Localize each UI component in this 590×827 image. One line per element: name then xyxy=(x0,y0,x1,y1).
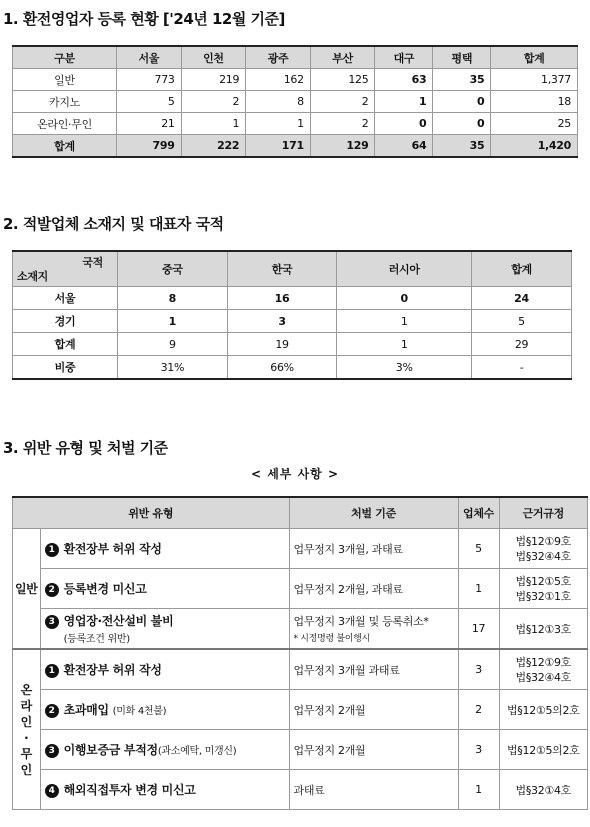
cell: 25 xyxy=(491,113,578,135)
number-badge: 3 xyxy=(45,744,59,758)
penalty: 업무정지 3개월 과태료 xyxy=(289,649,458,690)
table-row xyxy=(13,730,588,770)
column-header: 업체수 xyxy=(458,497,499,529)
cell: 222 xyxy=(181,135,246,158)
law-ref: 법§32①1호 xyxy=(515,589,572,603)
table-header-row xyxy=(13,46,578,69)
table-row xyxy=(13,770,588,810)
cell: 2 xyxy=(310,91,375,113)
corner-bottom-label: 소재지 xyxy=(17,270,48,283)
column-header: 구분 xyxy=(13,46,117,69)
column-header: 처벌 기준 xyxy=(289,497,458,529)
company-count: 17 xyxy=(458,609,499,650)
cell: 64 xyxy=(375,135,433,158)
cell: 5 xyxy=(117,91,182,113)
table-header-row xyxy=(13,497,588,529)
column-header: 부산 xyxy=(310,46,375,69)
section3-subtitle: < 세부 사항 > xyxy=(250,467,339,481)
registration-status-table xyxy=(12,45,578,158)
cell: 0 xyxy=(337,287,472,310)
violation-type-label: 이행보증금 부적정 xyxy=(63,743,158,757)
cell: 35 xyxy=(433,135,491,158)
violation-type-label: 환전장부 허위 작성 xyxy=(63,663,162,677)
company-count: 1 xyxy=(458,770,499,810)
row-label: 카지노 xyxy=(13,91,117,113)
corner-top-label: 국적 xyxy=(82,256,103,269)
cell: 8 xyxy=(118,287,228,310)
penalty-cell xyxy=(289,609,458,650)
law-ref: 법§12①9호 xyxy=(515,534,572,548)
cell: 5 xyxy=(472,310,572,333)
column-header: 근거규정 xyxy=(499,497,587,529)
column-header: 합계 xyxy=(491,46,578,69)
section2-title: 2. 적발업체 소재지 및 대표자 국적 xyxy=(3,215,224,233)
cell: 0 xyxy=(375,113,433,135)
violation-type xyxy=(40,569,289,609)
table-row xyxy=(13,649,588,690)
cell: 9 xyxy=(118,333,228,356)
violation-type xyxy=(40,609,289,650)
row-label: 온라인·무인 xyxy=(13,113,117,135)
group-label xyxy=(13,649,41,810)
table-row xyxy=(13,609,588,650)
legal-basis xyxy=(499,529,587,569)
column-header: 한국 xyxy=(227,251,337,287)
cell: 2 xyxy=(181,91,246,113)
penalty: 업무정지 2개월 xyxy=(289,730,458,770)
violation-type-detail: (미화 4천불) xyxy=(112,706,167,717)
total-row xyxy=(13,135,578,158)
penalty: 업무정지 2개월, 과태료 xyxy=(289,569,458,609)
group-label-text: 온라인·무인 xyxy=(20,682,32,777)
number-badge: 3 xyxy=(45,615,59,629)
cell: 16 xyxy=(227,287,337,310)
table-row xyxy=(13,287,572,310)
number-badge: 1 xyxy=(45,543,59,557)
legal-basis xyxy=(499,569,587,609)
table-row xyxy=(13,356,572,380)
violation-type xyxy=(40,529,289,569)
violation-type-label: 등록변경 미신고 xyxy=(63,582,147,596)
law-ref: 법§12①5의2호 xyxy=(506,743,580,757)
legal-basis xyxy=(499,730,587,770)
row-label: 비중 xyxy=(13,356,118,380)
cell: 8 xyxy=(246,91,311,113)
penalty: 업무정지 3개월 및 등록취소* xyxy=(293,615,429,628)
row-label: 서울 xyxy=(13,287,118,310)
cell: 171 xyxy=(246,135,311,158)
column-header: 위반 유형 xyxy=(13,497,290,529)
law-ref: 법§12①5호 xyxy=(515,574,572,588)
table-header-row xyxy=(13,251,572,287)
cell: 162 xyxy=(246,69,311,91)
cell: 219 xyxy=(181,69,246,91)
legal-basis xyxy=(499,770,587,810)
law-ref: 법§32①4호 xyxy=(515,783,572,797)
violation-note: (등록조건 위반) xyxy=(63,634,130,645)
table-row xyxy=(13,529,588,569)
column-header: 합계 xyxy=(472,251,572,287)
violation-type xyxy=(40,649,289,690)
violation-type-label: 영업장·전산설비 불비 xyxy=(63,614,174,628)
cell: 799 xyxy=(117,135,182,158)
row-label: 일반 xyxy=(13,69,117,91)
penalty-note: * 시정명령 불이행시 xyxy=(293,634,370,644)
number-badge: 2 xyxy=(45,704,59,718)
penalty: 업무정지 3개월, 과태료 xyxy=(289,529,458,569)
law-ref: 법§12①3호 xyxy=(515,622,572,636)
penalty: 업무정지 2개월 xyxy=(289,690,458,730)
violation-type-label: 해외직접투자 변경 미신고 xyxy=(63,783,196,797)
cell: 63 xyxy=(375,69,433,91)
table-row xyxy=(13,113,578,135)
cell: 2 xyxy=(310,113,375,135)
group-label: 일반 xyxy=(13,529,41,650)
row-label: 합계 xyxy=(13,135,117,158)
law-ref: 법§32④4호 xyxy=(515,549,572,563)
column-header: 러시아 xyxy=(337,251,472,287)
cell: 773 xyxy=(117,69,182,91)
column-header: 대구 xyxy=(375,46,433,69)
violation-type-label: 초과매입 xyxy=(63,703,109,717)
company-count: 1 xyxy=(458,569,499,609)
cell: 125 xyxy=(310,69,375,91)
column-header: 평택 xyxy=(433,46,491,69)
cell: 1,420 xyxy=(491,135,578,158)
company-count: 2 xyxy=(458,690,499,730)
cell: 31% xyxy=(118,356,228,380)
table-row xyxy=(13,69,578,91)
column-header: 인천 xyxy=(181,46,246,69)
nationality-table xyxy=(12,250,572,380)
column-header: 중국 xyxy=(118,251,228,287)
cell: 24 xyxy=(472,287,572,310)
cell: 3 xyxy=(227,310,337,333)
column-header: 광주 xyxy=(246,46,311,69)
row-label: 합계 xyxy=(13,333,118,356)
cell: 129 xyxy=(310,135,375,158)
company-count: 3 xyxy=(458,649,499,690)
number-badge: 1 xyxy=(45,664,59,678)
cell: 66% xyxy=(227,356,337,380)
table-row xyxy=(13,690,588,730)
cell: 1 xyxy=(337,333,472,356)
violation-type-label: 환전장부 허위 작성 xyxy=(63,542,162,556)
row-label: 경기 xyxy=(13,310,118,333)
cell: 35 xyxy=(433,69,491,91)
column-header: 서울 xyxy=(117,46,182,69)
cell: 18 xyxy=(491,91,578,113)
cell: 0 xyxy=(433,113,491,135)
law-ref: 법§12①9호 xyxy=(515,655,572,669)
cell: 1,377 xyxy=(491,69,578,91)
cell: 21 xyxy=(117,113,182,135)
cell: 19 xyxy=(227,333,337,356)
cell: 1 xyxy=(246,113,311,135)
penalty: 과태료 xyxy=(289,770,458,810)
cell: 29 xyxy=(472,333,572,356)
law-ref: 법§32④4호 xyxy=(515,670,572,684)
number-badge: 4 xyxy=(45,784,59,798)
cell: 1 xyxy=(181,113,246,135)
table-row xyxy=(13,310,572,333)
cell: 1 xyxy=(337,310,472,333)
table-row xyxy=(13,333,572,356)
table-row xyxy=(13,91,578,113)
cell: - xyxy=(472,356,572,380)
violation-type xyxy=(40,770,289,810)
legal-basis xyxy=(499,609,587,650)
section3-title: 3. 위반 유형 및 처벌 기준 xyxy=(3,439,168,457)
table-row xyxy=(13,569,588,609)
diagonal-corner-header xyxy=(13,251,118,287)
section1-title: 1. 환전영업자 등록 현황 ['24년 12월 기준] xyxy=(3,10,285,28)
violation-table xyxy=(12,496,588,810)
cell: 1 xyxy=(118,310,228,333)
legal-basis xyxy=(499,690,587,730)
violation-type xyxy=(40,690,289,730)
violation-type-detail: (과소예탁, 미갱신) xyxy=(157,746,237,757)
number-badge: 2 xyxy=(45,583,59,597)
violation-type xyxy=(40,730,289,770)
law-ref: 법§12①5의2호 xyxy=(506,703,580,717)
cell: 0 xyxy=(433,91,491,113)
cell: 3% xyxy=(337,356,472,380)
cell: 1 xyxy=(375,91,433,113)
legal-basis xyxy=(499,649,587,690)
company-count: 5 xyxy=(458,529,499,569)
company-count: 3 xyxy=(458,730,499,770)
